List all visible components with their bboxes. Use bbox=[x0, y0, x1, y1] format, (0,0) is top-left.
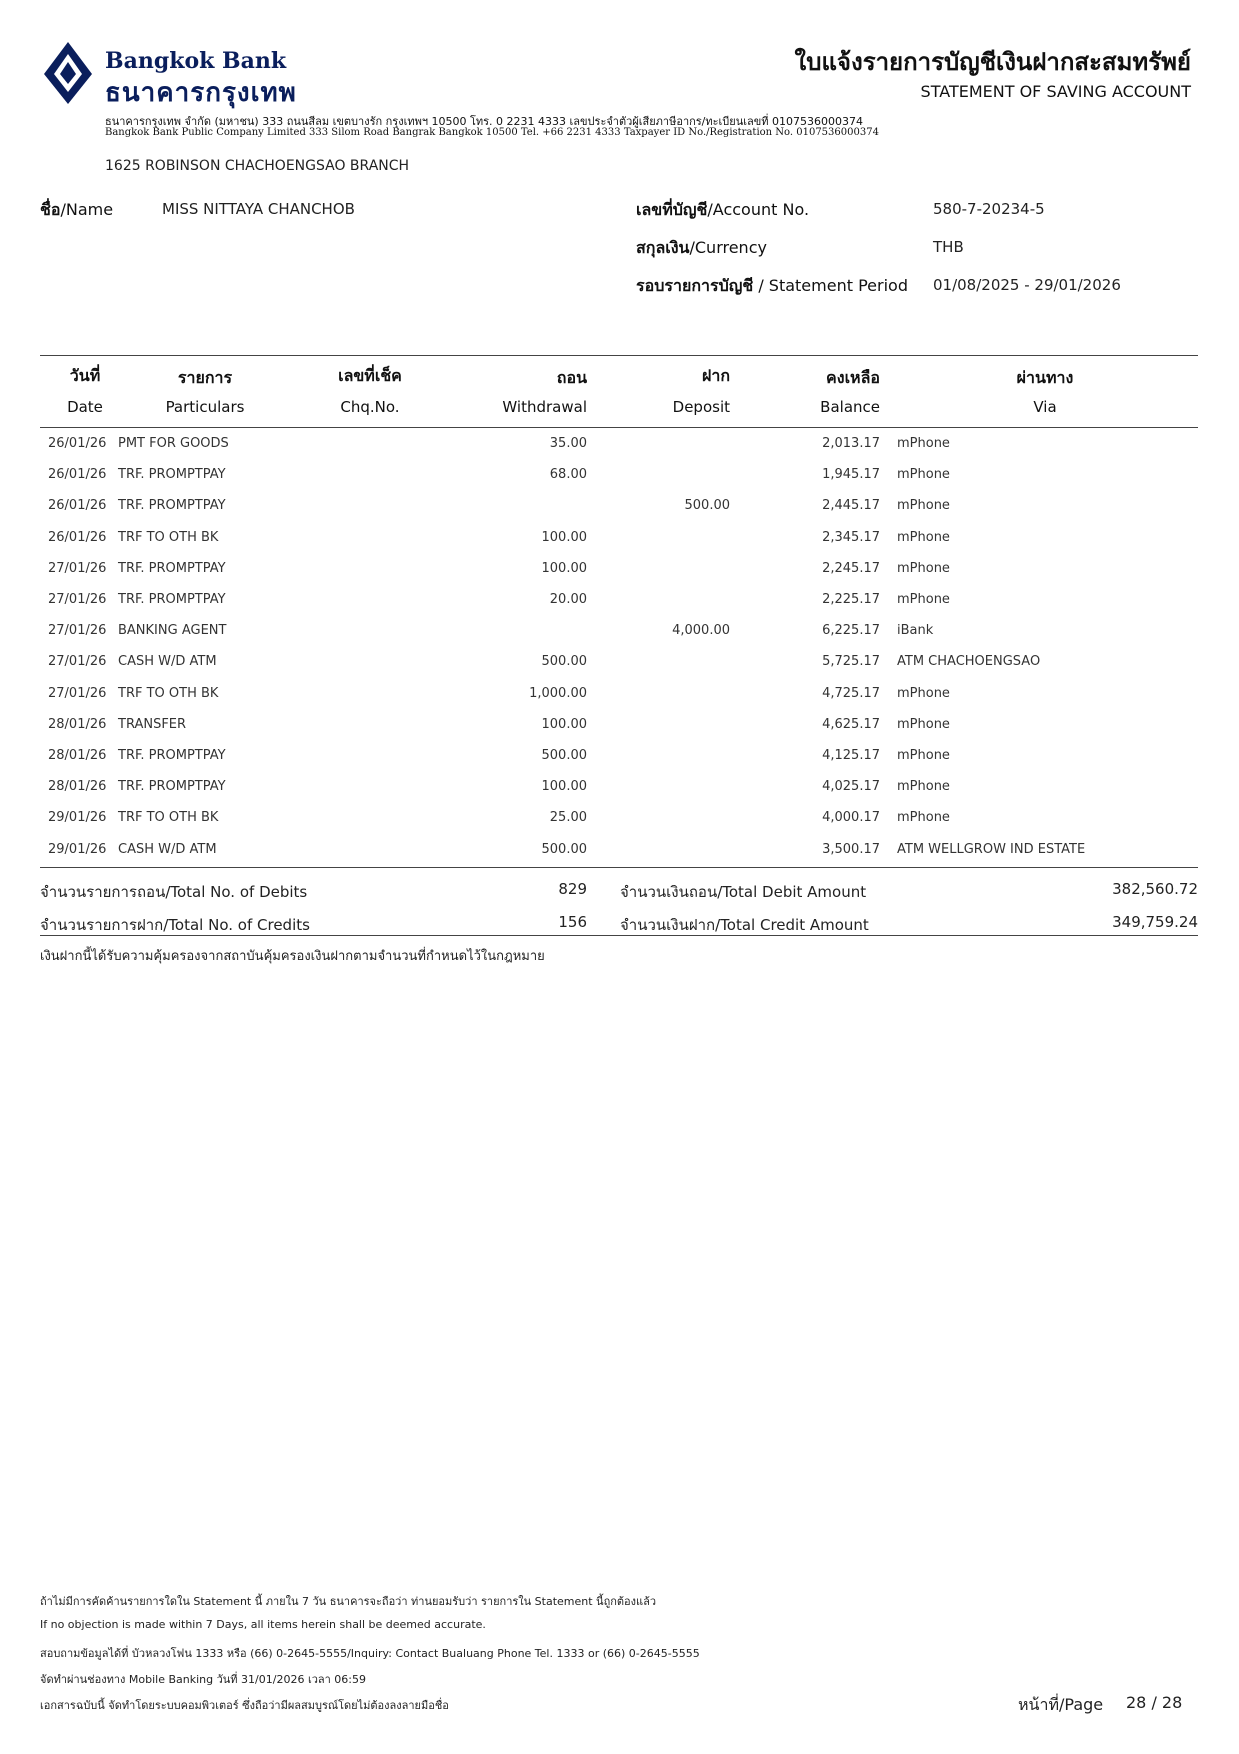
header-withdrawal-en: Withdrawal bbox=[502, 398, 587, 416]
cell-withdrawal: 35.00 bbox=[549, 436, 587, 451]
header-balance-th: คงเหลือ bbox=[826, 368, 880, 387]
account-no-value: 580-7-20234-5 bbox=[933, 200, 1045, 218]
header-withdrawal-th: ถอน bbox=[556, 368, 587, 387]
header-particulars-en: Particulars bbox=[165, 398, 245, 416]
header-chq-en: Chq.No. bbox=[340, 398, 400, 416]
cell-balance: 4,025.17 bbox=[822, 779, 880, 795]
footer-objection-th: ถ้าไม่มีการคัดค้านรายการใดใน Statement นี้ ภายใน 7 วัน ธนาคารจะถือว่า ท่านยอมรับว่า รายการใน Statement นี้ถูกต้องแล้ว bbox=[40, 1595, 657, 1608]
cell-date: 27/01/26 bbox=[48, 592, 107, 607]
logo-text-en: Bangkok Bank bbox=[105, 48, 287, 74]
cell-withdrawal: 100.00 bbox=[541, 779, 587, 795]
cell-particulars: TRF. PROMPTPAY bbox=[118, 467, 226, 483]
footer-objection-en: If no objection is made within 7 Days, all items herein shall be deemed accurate. bbox=[40, 1618, 486, 1631]
cell-date: 26/01/26 bbox=[48, 467, 107, 483]
cell-withdrawal: 500.00 bbox=[541, 748, 587, 763]
header-via-th: ผ่านทาง bbox=[1016, 368, 1074, 387]
total-debits-count: 829 bbox=[558, 880, 587, 898]
cell-withdrawal: 100.00 bbox=[541, 716, 587, 732]
cell-balance: 2,345.17 bbox=[822, 529, 880, 545]
cell-via: mPhone bbox=[897, 716, 950, 732]
cell-deposit: 500.00 bbox=[684, 498, 730, 514]
cell-via: mPhone bbox=[897, 748, 950, 763]
total-debit-amount-label: จำนวนเงินถอน/Total Debit Amount bbox=[620, 883, 867, 901]
cell-particulars: CASH W/D ATM bbox=[118, 654, 217, 670]
total-debits-label: จำนวนรายการถอน/Total No. of Debits bbox=[40, 883, 308, 901]
cell-via: mPhone bbox=[897, 467, 950, 483]
table-header-rule bbox=[40, 427, 1198, 428]
cell-particulars: PMT FOR GOODS bbox=[118, 436, 229, 451]
bank-address-th: ธนาคารกรุงเทพ จำกัด (มหาชน) 333 ถนนสีลม เขตบางรัก กรุงเทพฯ 10500 โทร. 0 2231 4333 เลขประจำตัวผู้เสียภาษีอากร/ทะเบียนเลขที่ 0107536000374 bbox=[105, 115, 864, 128]
cell-balance: 3,500.17 bbox=[822, 841, 880, 857]
cell-via: mPhone bbox=[897, 592, 950, 607]
name-label: ชื่อ/Name bbox=[40, 200, 114, 219]
footer-inquiry: สอบถามข้อมูลได้ที่ บัวหลวงโฟน 1333 หรือ (66) 0-2645-5555/Inquiry: Contact Bualuang Phone Tel. 1333 or (66) 0-2645-5555 bbox=[40, 1647, 700, 1660]
cell-withdrawal: 25.00 bbox=[549, 810, 587, 826]
logo-text-th: ธนาคารกรุงเทพ bbox=[105, 78, 297, 108]
cell-balance: 2,445.17 bbox=[822, 498, 880, 514]
cell-balance: 4,725.17 bbox=[822, 685, 880, 701]
page-number: 28 / 28 bbox=[1126, 1693, 1183, 1712]
table-top-rule bbox=[40, 355, 1198, 356]
cell-date: 27/01/26 bbox=[48, 623, 107, 639]
cell-particulars: TRF TO OTH BK bbox=[118, 810, 219, 826]
cell-via: ATM CHACHOENGSAO bbox=[897, 654, 1041, 670]
cell-particulars: TRF. PROMPTPAY bbox=[118, 748, 226, 763]
statement-title-th: ใบแจ้งรายการบัญชีเงินฝากสะสมทรัพย์ bbox=[794, 48, 1191, 76]
cell-balance: 1,945.17 bbox=[822, 467, 880, 483]
cell-via: mPhone bbox=[897, 810, 950, 826]
cell-date: 26/01/26 bbox=[48, 436, 107, 451]
cell-via: iBank bbox=[897, 623, 934, 639]
total-credits-count: 156 bbox=[558, 913, 587, 931]
cell-particulars: TRF TO OTH BK bbox=[118, 529, 219, 545]
cell-date: 28/01/26 bbox=[48, 716, 107, 732]
cell-via: mPhone bbox=[897, 560, 950, 576]
total-credit-amount-label: จำนวนเงินฝาก/Total Credit Amount bbox=[620, 916, 869, 934]
cell-via: ATM WELLGROW IND ESTATE bbox=[897, 841, 1086, 857]
cell-date: 28/01/26 bbox=[48, 748, 107, 763]
cell-balance: 2,245.17 bbox=[822, 560, 880, 576]
page-label: หน้าที่/Page bbox=[1018, 1695, 1104, 1714]
cell-particulars: TRF. PROMPTPAY bbox=[118, 779, 226, 795]
cell-deposit: 4,000.00 bbox=[672, 623, 730, 639]
account-no-label: เลขที่บัญชี/Account No. bbox=[636, 200, 810, 219]
cell-withdrawal: 500.00 bbox=[541, 654, 587, 670]
summary-bottom-rule bbox=[40, 935, 1198, 936]
cell-balance: 2,225.17 bbox=[822, 592, 880, 607]
cell-date: 27/01/26 bbox=[48, 685, 107, 701]
table-bottom-rule bbox=[40, 867, 1198, 868]
cell-via: mPhone bbox=[897, 779, 950, 795]
cell-withdrawal: 68.00 bbox=[549, 467, 587, 483]
footer-generated-info: จัดทำผ่านช่องทาง Mobile Banking วันที่ 31/01/2026 เวลา 06:59 bbox=[40, 1673, 367, 1686]
deposit-protection-note: เงินฝากนี้ได้รับความคุ้มครองจากสถาบันคุ้มครองเงินฝากตามจำนวนที่กำหนดไว้ในกฎหมาย bbox=[40, 949, 545, 964]
bangkok-bank-logo-icon bbox=[42, 40, 94, 106]
currency-label: สกุลเงิน/Currency bbox=[636, 238, 767, 257]
cell-withdrawal: 500.00 bbox=[541, 841, 587, 857]
cell-balance: 4,000.17 bbox=[822, 810, 880, 826]
header-deposit-th: ฝาก bbox=[701, 366, 730, 385]
total-debit-amount: 382,560.72 bbox=[1112, 880, 1198, 898]
cell-withdrawal: 100.00 bbox=[541, 560, 587, 576]
footer-computer-generated: เอกสารฉบับนี้ จัดทำโดยระบบคอมพิวเตอร์ ซึ่งถือว่ามีผลสมบูรณ์โดยไม่ต้องลงลายมือชื่อ bbox=[40, 1699, 449, 1712]
cell-particulars: CASH W/D ATM bbox=[118, 841, 217, 857]
header-via-en: Via bbox=[1033, 398, 1057, 416]
cell-balance: 2,013.17 bbox=[822, 436, 880, 451]
cell-via: mPhone bbox=[897, 436, 950, 451]
cell-date: 29/01/26 bbox=[48, 841, 107, 857]
branch-name: 1625 ROBINSON CHACHOENGSAO BRANCH bbox=[105, 158, 410, 174]
cell-particulars: TRF TO OTH BK bbox=[118, 685, 219, 701]
cell-date: 28/01/26 bbox=[48, 779, 107, 795]
currency-value: THB bbox=[933, 238, 964, 256]
cell-balance: 6,225.17 bbox=[822, 623, 880, 639]
bank-address-en: Bangkok Bank Public Company Limited 333 Silom Road Bangrak Bangkok 10500 Tel. +66 2231 4333 Taxpayer ID No./Registration No. 0107536000374 bbox=[105, 127, 879, 138]
cell-withdrawal: 1,000.00 bbox=[529, 685, 587, 701]
header-date-en: Date bbox=[67, 398, 103, 416]
total-credit-amount: 349,759.24 bbox=[1112, 913, 1198, 931]
cell-particulars: TRF. PROMPTPAY bbox=[118, 592, 226, 607]
cell-via: mPhone bbox=[897, 685, 950, 701]
cell-balance: 4,125.17 bbox=[822, 748, 880, 763]
cell-via: mPhone bbox=[897, 498, 950, 514]
cell-particulars: TRANSFER bbox=[118, 716, 187, 732]
cell-particulars: TRF. PROMPTPAY bbox=[118, 498, 226, 514]
cell-withdrawal: 100.00 bbox=[541, 529, 587, 545]
header-date-th: วันที่ bbox=[69, 366, 101, 385]
total-credits-label: จำนวนรายการฝาก/Total No. of Credits bbox=[40, 916, 310, 934]
cell-date: 27/01/26 bbox=[48, 560, 107, 576]
cell-date: 26/01/26 bbox=[48, 529, 107, 545]
header-particulars-th: รายการ bbox=[177, 368, 233, 387]
cell-particulars: TRF. PROMPTPAY bbox=[118, 560, 226, 576]
header-balance-en: Balance bbox=[820, 398, 880, 416]
statement-period-label: รอบรายการบัญชี / Statement Period bbox=[636, 276, 908, 295]
cell-date: 29/01/26 bbox=[48, 810, 107, 826]
header-chq-th: เลขที่เช็ค bbox=[338, 366, 402, 385]
cell-particulars: BANKING AGENT bbox=[118, 623, 227, 639]
statement-period-value: 01/08/2025 - 29/01/2026 bbox=[933, 276, 1121, 294]
cell-date: 27/01/26 bbox=[48, 654, 107, 670]
name-value: MISS NITTAYA CHANCHOB bbox=[162, 200, 355, 218]
statement-title-en: STATEMENT OF SAVING ACCOUNT bbox=[920, 82, 1191, 101]
cell-date: 26/01/26 bbox=[48, 498, 107, 514]
cell-withdrawal: 20.00 bbox=[549, 592, 587, 607]
cell-balance: 5,725.17 bbox=[822, 654, 880, 670]
cell-via: mPhone bbox=[897, 529, 950, 545]
header-deposit-en: Deposit bbox=[672, 398, 730, 416]
cell-balance: 4,625.17 bbox=[822, 716, 880, 732]
